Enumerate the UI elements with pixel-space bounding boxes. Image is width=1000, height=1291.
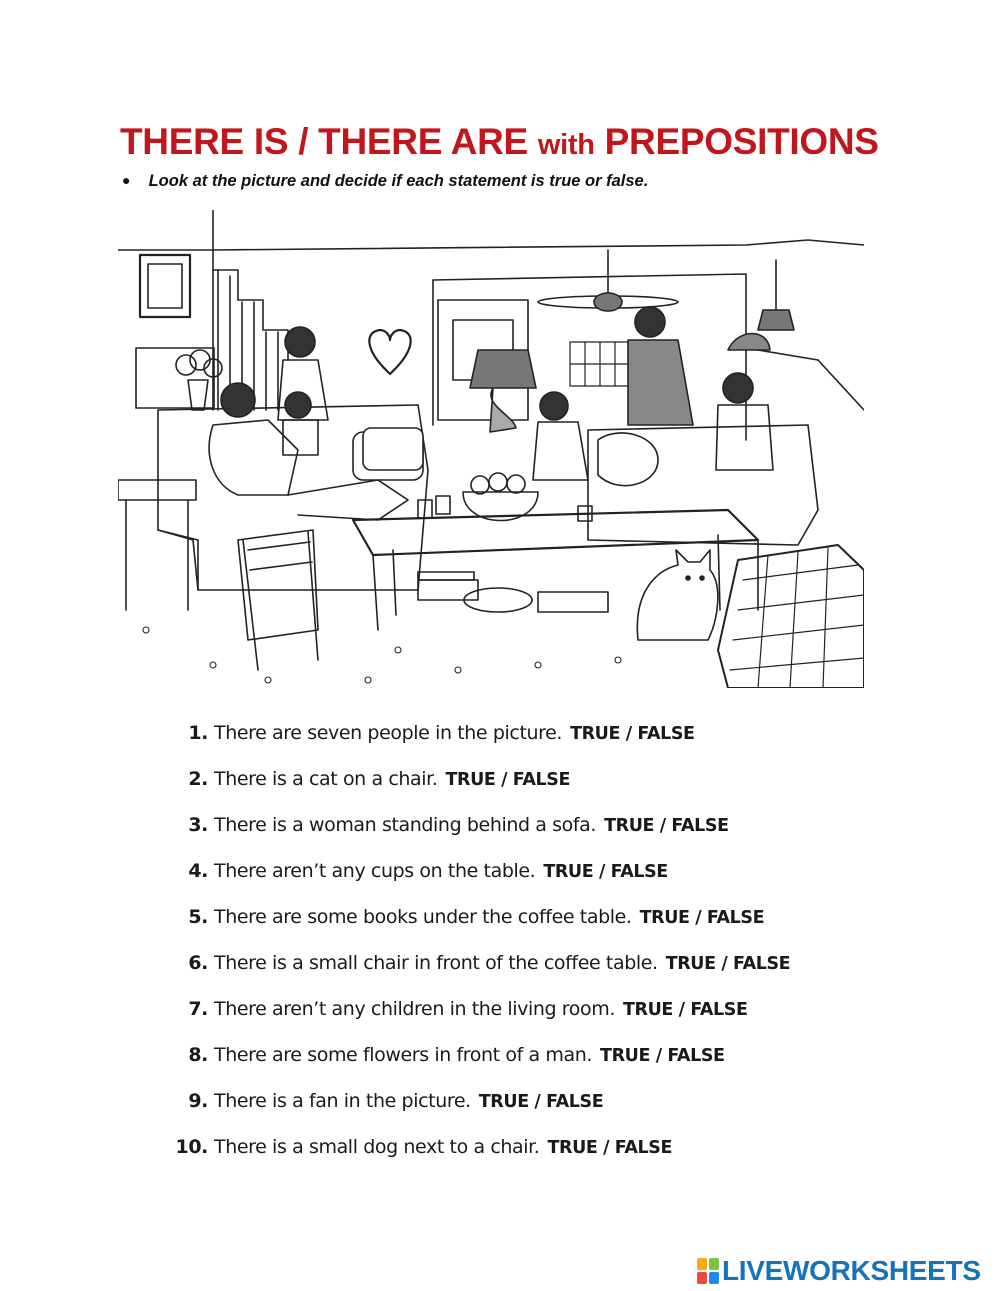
title-part-2: with <box>537 129 595 161</box>
statement-number: 3. <box>188 814 208 836</box>
statement-text: There is a cat on a chair. <box>214 768 438 790</box>
statement-item <box>164 992 790 1038</box>
statement-list <box>164 716 790 1176</box>
statement-item <box>164 900 790 946</box>
statement-text: There is a small chair in front of the coffee table. <box>214 952 658 974</box>
statement-text: There is a woman standing behind a sofa. <box>214 814 597 836</box>
statement-text: There are seven people in the picture. <box>214 722 563 744</box>
true-false-options[interactable]: TRUE / FALSE <box>445 770 571 790</box>
statement-text: There are some flowers in front of a man. <box>214 1044 593 1066</box>
statement-item <box>164 1084 790 1130</box>
statement-item <box>164 762 790 808</box>
statement-text: There aren’t any children in the living room. <box>214 998 615 1020</box>
true-false-options[interactable]: TRUE / FALSE <box>547 1138 673 1158</box>
liveworksheets-logo[interactable] <box>697 1254 981 1288</box>
true-false-options[interactable]: TRUE / FALSE <box>639 908 765 928</box>
title-part-1: THERE IS / THERE ARE <box>120 121 528 162</box>
statement-number: 2. <box>188 768 208 790</box>
living-room-illustration <box>118 210 864 688</box>
title-part-3: PREPOSITIONS <box>604 121 879 162</box>
statement-item <box>164 946 790 992</box>
true-false-options[interactable]: TRUE / FALSE <box>600 1046 725 1066</box>
statement-item <box>164 854 790 900</box>
worksheet-title <box>120 118 879 169</box>
statement-text: There are some books under the coffee table. <box>214 906 632 928</box>
statement-number: 1. <box>188 722 208 744</box>
statement-number: 5. <box>188 906 208 928</box>
true-false-options[interactable]: TRUE / FALSE <box>570 724 695 744</box>
statement-item <box>164 1130 790 1176</box>
liveworksheets-logo-icon <box>697 1258 719 1284</box>
statement-text: There aren’t any cups on the table. <box>214 860 536 882</box>
statement-number: 9. <box>188 1090 208 1112</box>
brand-name: LIVEWORKSHEETS <box>722 1255 981 1286</box>
statement-item <box>164 716 790 762</box>
statement-number: 8. <box>188 1044 208 1066</box>
true-false-options[interactable]: TRUE / FALSE <box>604 816 729 836</box>
bullet-icon: ● <box>122 172 131 188</box>
statement-number: 7. <box>188 998 208 1020</box>
true-false-options[interactable]: TRUE / FALSE <box>665 954 791 974</box>
true-false-options[interactable]: TRUE / FALSE <box>623 1000 748 1020</box>
true-false-options[interactable]: TRUE / FALSE <box>543 862 668 882</box>
statement-number: 10. <box>175 1136 208 1158</box>
statement-text: There is a small dog next to a chair. <box>214 1136 540 1158</box>
statement-text: There is a fan in the picture. <box>214 1090 471 1112</box>
statement-item <box>164 808 790 854</box>
statement-number: 4. <box>188 860 208 882</box>
instruction <box>122 172 648 191</box>
statement-item <box>164 1038 790 1084</box>
true-false-options[interactable]: TRUE / FALSE <box>478 1092 604 1112</box>
instruction-text: Look at the picture and decide if each statement is true or false. <box>148 172 649 190</box>
statement-number: 6. <box>188 952 208 974</box>
